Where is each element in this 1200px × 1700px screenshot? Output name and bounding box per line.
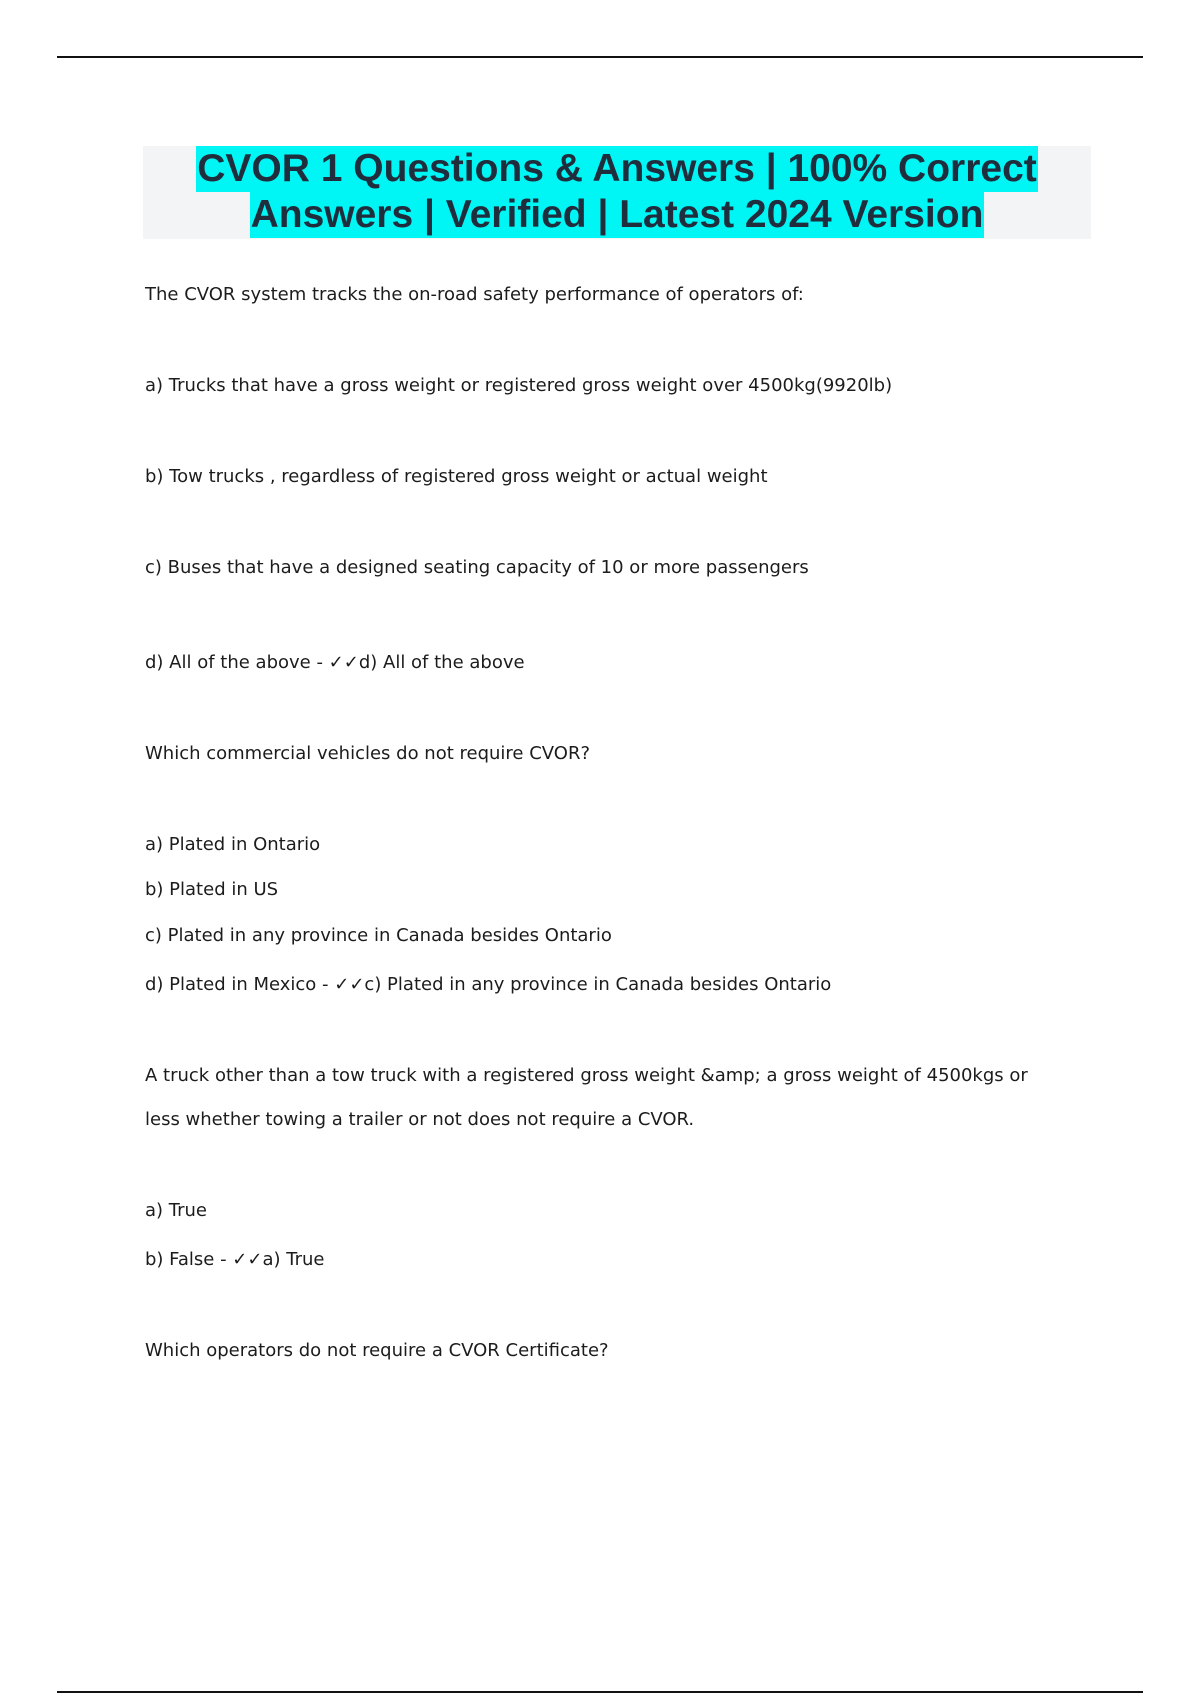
question-1-option-c: c) Buses that have a designed seating capacity of 10 or more passengers <box>145 557 809 578</box>
question-2-option-b: b) Plated in US <box>145 879 279 900</box>
document-title <box>143 146 1091 239</box>
question-3-answer: b) False - ✓✓a) True <box>145 1249 325 1270</box>
question-2-option-c: c) Plated in any province in Canada besides Ontario <box>145 925 612 946</box>
title-line-1: CVOR 1 Questions & Answers | 100% Correct <box>197 147 1037 190</box>
question-2-answer: d) Plated in Mexico - ✓✓c) Plated in any province in Canada besides Ontario <box>145 974 832 995</box>
question-3-prompt-line-1: A truck other than a tow truck with a registered gross weight &amp; a gross weight of 4500kgs or <box>145 1065 1028 1086</box>
question-1-prompt: The CVOR system tracks the on-road safety performance of operators of: <box>145 284 804 305</box>
question-3-option-a: a) True <box>145 1200 208 1221</box>
question-1-option-a: a) Trucks that have a gross weight or registered gross weight over 4500kg(9920lb) <box>145 375 893 396</box>
question-1-option-b: b) Tow trucks , regardless of registered gross weight or actual weight <box>145 466 768 487</box>
title-line-2: Answers | Verified | Latest 2024 Version <box>250 193 984 236</box>
question-4-prompt: Which operators do not require a CVOR Certificate? <box>145 1340 609 1361</box>
question-2-option-a: a) Plated in Ontario <box>145 834 321 855</box>
question-1-answer: d) All of the above - ✓✓d) All of the above <box>145 652 525 673</box>
top-rule <box>57 56 1143 58</box>
bottom-rule <box>57 1691 1143 1693</box>
question-3-prompt-line-2: less whether towing a trailer or not does not require a CVOR. <box>145 1109 695 1130</box>
question-2-prompt: Which commercial vehicles do not require CVOR? <box>145 743 591 764</box>
